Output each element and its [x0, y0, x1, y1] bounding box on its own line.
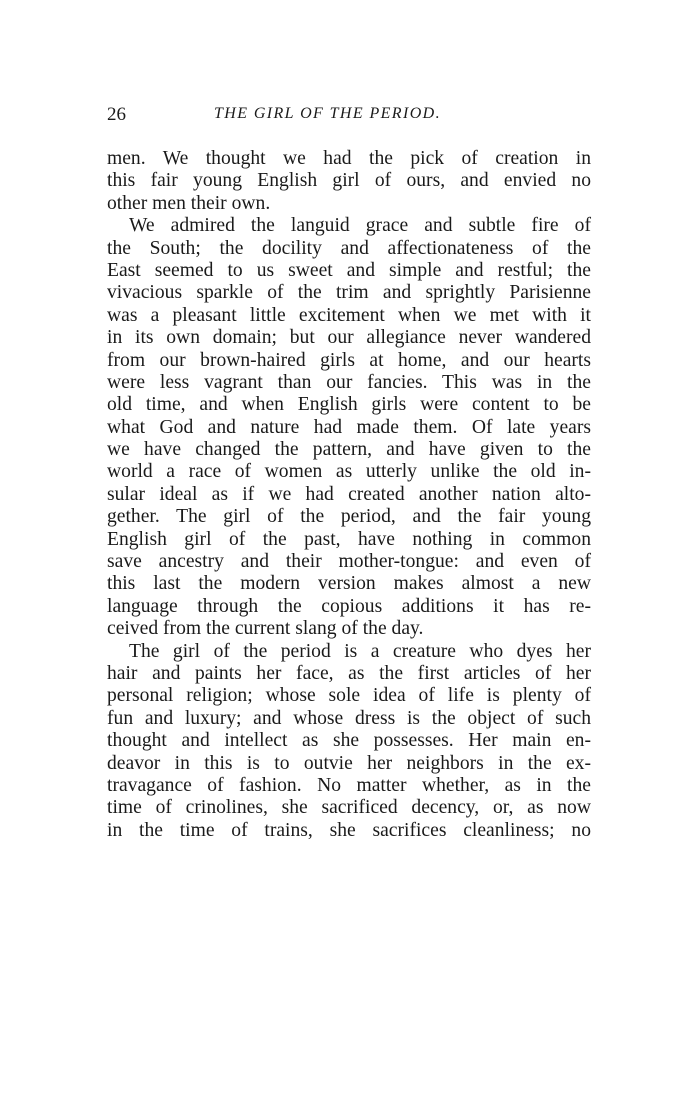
text-line: time of crinolines, she sacrificed decency, or, as now — [107, 797, 591, 819]
text-line: gether. The girl of the period, and the fair young — [107, 506, 591, 528]
text-line: in its own domain; but our allegiance never wandered — [107, 327, 591, 349]
text-line: we have changed the pattern, and have given to the — [107, 439, 591, 461]
text-line: from our brown-haired girls at home, and our hearts — [107, 349, 591, 371]
running-head — [107, 104, 591, 128]
text-line: thought and intellect as she possesses. Her main en- — [107, 730, 591, 752]
text-line: hair and paints her face, as the first articles of her — [107, 662, 591, 684]
text-line: this fair young English girl of ours, and envied no — [107, 170, 591, 192]
text-line: English girl of the past, have nothing in common — [107, 528, 591, 550]
text-line: save ancestry and their mother-tongue: and even of — [107, 551, 591, 573]
text-line: The girl of the period is a creature who dyes her — [129, 640, 591, 662]
text-line: personal religion; whose sole idea of life is plenty of — [107, 685, 591, 707]
text-line: in the time of trains, she sacrifices cleanliness; no — [107, 819, 591, 841]
text-line: ceived from the current slang of the day. — [107, 618, 424, 640]
text-line: were less vagrant than our fancies. This was in the — [107, 371, 591, 393]
text-line: was a pleasant little excitement when we met with it — [107, 304, 591, 326]
text-line: deavor in this is to outvie her neighbors in the ex- — [107, 752, 591, 774]
text-line: old time, and when English girls were content to be — [107, 394, 591, 416]
text-line: world a race of women as utterly unlike the old in- — [107, 461, 591, 483]
text-line: travagance of fashion. No matter whether, as in the — [107, 774, 591, 796]
paragraph — [107, 215, 591, 640]
text-line: sular ideal as if we had created another nation alto- — [107, 483, 591, 505]
text-line: language through the copious additions it has re- — [107, 595, 591, 617]
text-line: the South; the docility and affectionateness of the — [107, 237, 591, 259]
text-line: vivacious sparkle of the trim and sprightly Parisienne — [107, 282, 591, 304]
text-line: other men their own. — [107, 192, 271, 214]
text-line: East seemed to us sweet and simple and restful; the — [107, 259, 591, 281]
page-number: 26 — [107, 104, 126, 125]
body-text — [107, 148, 591, 842]
text-line: this last the modern version makes almost a new — [107, 573, 591, 595]
text-line: We admired the languid grace and subtle fire of — [129, 215, 591, 237]
text-line: men. We thought we had the pick of creation in — [107, 148, 591, 169]
running-title: THE GIRL OF THE PERIOD. — [214, 105, 442, 122]
paragraph — [107, 148, 591, 215]
text-line: fun and luxury; and whose dress is the object of such — [107, 707, 591, 729]
text-line: what God and nature had made them. Of late years — [107, 416, 591, 438]
paragraph — [107, 641, 591, 843]
